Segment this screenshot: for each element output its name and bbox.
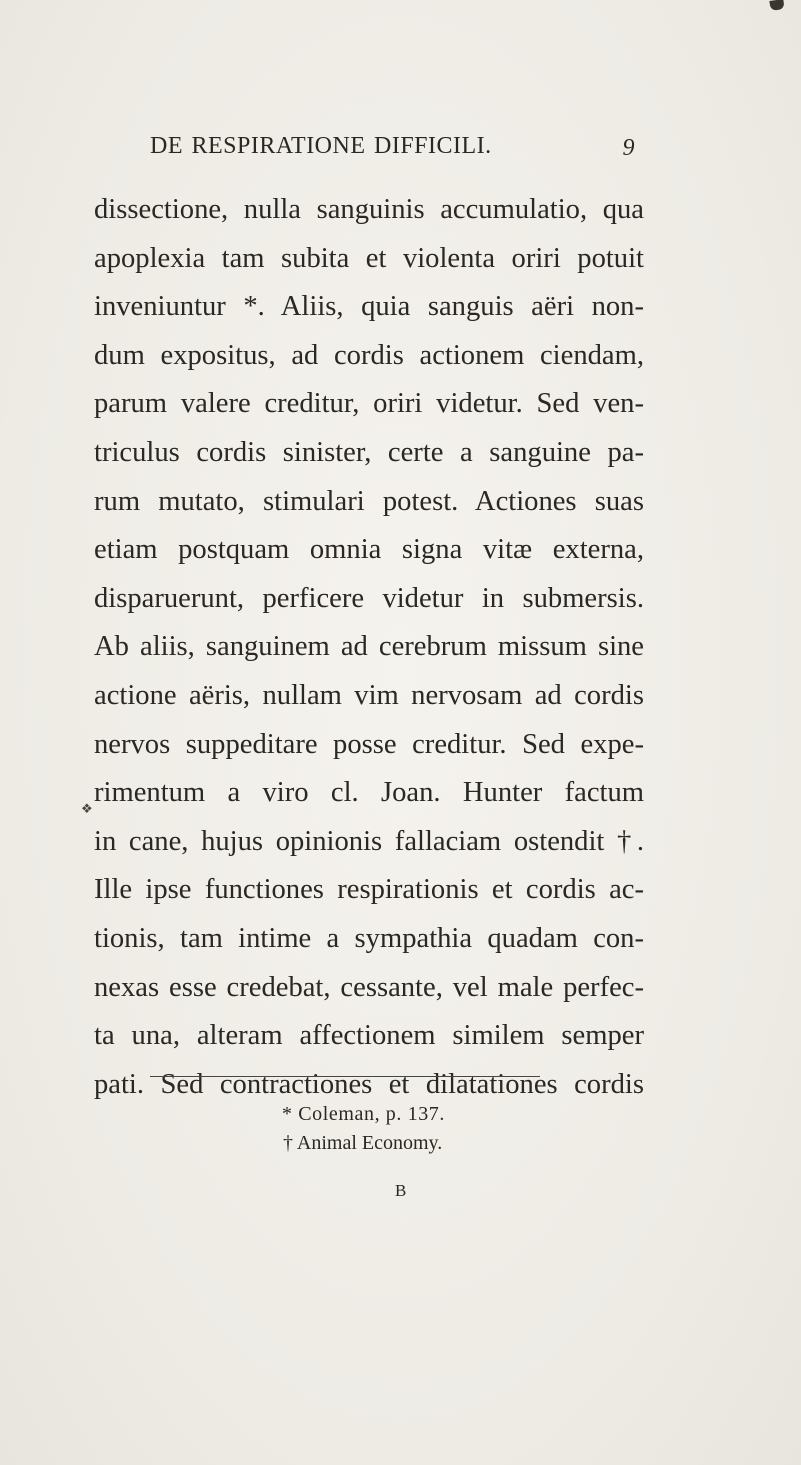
text-line: Ab aliis, sanguinem ad cerebrum missum sine <box>94 631 644 663</box>
body-text <box>94 186 644 1109</box>
margin-ink-mark: ❖ <box>81 801 93 816</box>
text-line: ta una, alteram affectionem similem semper <box>94 1020 644 1052</box>
running-head-title: DE RESPIRATIONE DIFFICILI. <box>150 133 492 159</box>
footnote: * Coleman, p. 137. <box>282 1103 446 1125</box>
text-line: in cane, hujus opinionis fallaciam ostendit †. <box>94 825 644 857</box>
text-line: tionis, tam intime a sympathia quadam con- <box>94 922 644 954</box>
text-line: dum expositus, ad cordis actionem ciendam, <box>94 339 644 371</box>
text-line: triculus cordis sinister, certe a sanguine pa- <box>94 436 644 468</box>
text-line: nexas esse credebat, cessante, vel male perfec- <box>94 971 644 1003</box>
text-line: Ille ipse functiones respirationis et cordis ac- <box>94 874 644 906</box>
running-head <box>150 133 635 167</box>
footnote: † Animal Economy. <box>283 1132 443 1154</box>
page-number: 9 <box>622 135 635 161</box>
text-line: rimentum a viro cl. Joan. Hunter factum <box>94 777 644 809</box>
text-line: parum valere creditur, oriri videtur. Sed ven- <box>94 388 644 420</box>
text-line: pati. Sed contractiones et dilatationes cordis <box>94 1068 644 1100</box>
text-line: actione aëris, nullam vim nervosam ad cordis <box>94 679 644 711</box>
text-line: apoplexia tam subita et violenta oriri potuit <box>94 242 644 274</box>
footnote-rule <box>150 1076 540 1077</box>
text-line: rum mutato, stimulari potest. Actiones suas <box>94 485 644 517</box>
text-line: inveniuntur *. Aliis, quia sanguis aëri non- <box>94 291 644 323</box>
page-corner-mark <box>769 0 784 11</box>
text-line: etiam postquam omnia signa vitæ externa, <box>94 534 644 566</box>
text-line: disparuerunt, perficere videtur in submersis. <box>94 582 644 614</box>
text-line: dissectione, nulla sanguinis accumulatio, qua <box>94 194 644 225</box>
signature-mark: B <box>395 1181 407 1200</box>
text-line: nervos suppeditare posse creditur. Sed expe- <box>94 728 644 760</box>
